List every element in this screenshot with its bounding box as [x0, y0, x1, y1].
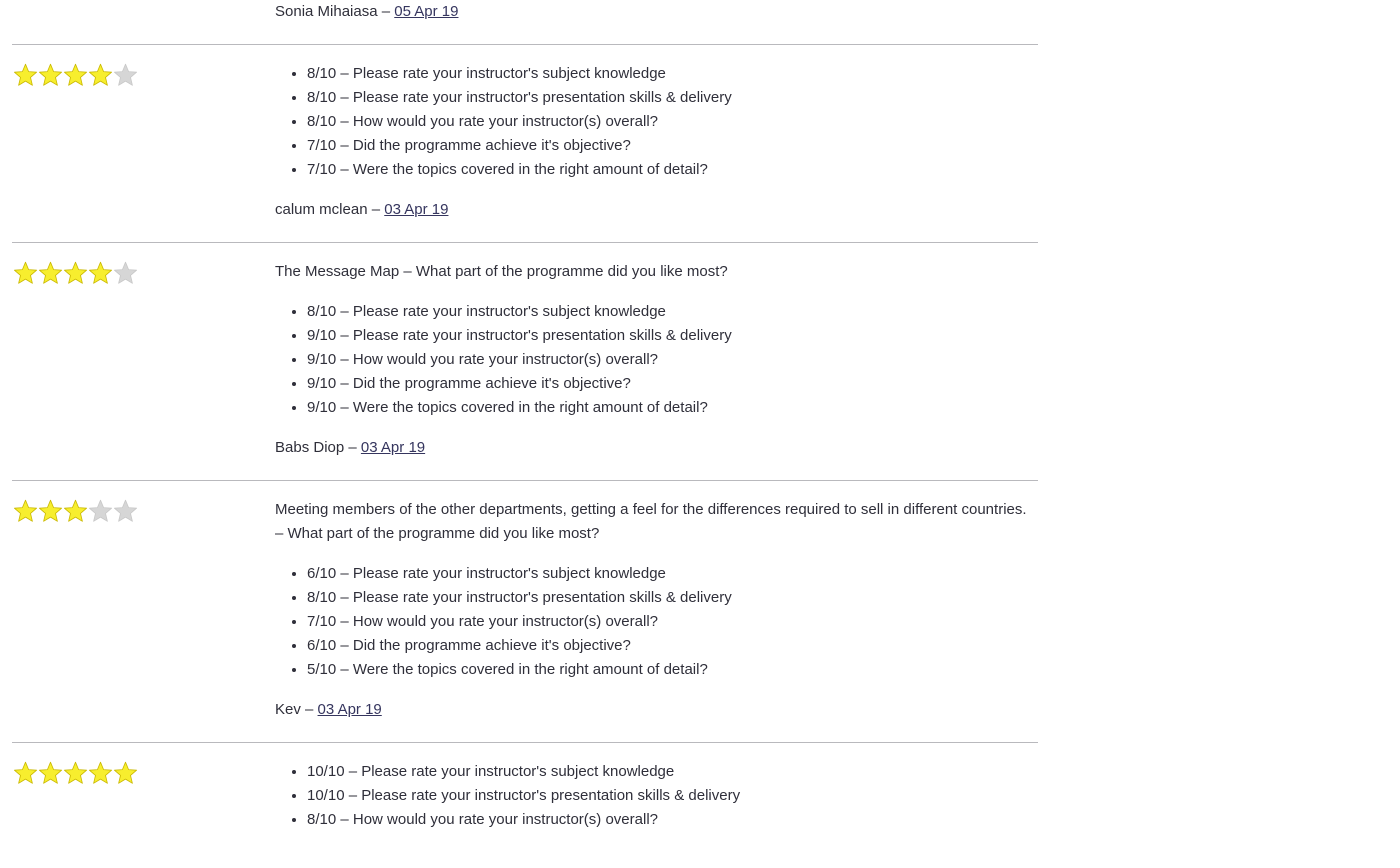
score-item: • 10/10 – Please rate your instructor's subject knowledge [307, 760, 1038, 784]
review-meta [275, 0, 1038, 24]
star-filled-icon [13, 261, 38, 285]
star-rating [13, 261, 138, 285]
review-author: Babs Diop [275, 439, 345, 456]
review-body [275, 481, 1038, 742]
review-date-link[interactable]: 03 Apr 19 [360, 439, 426, 456]
review-date-link[interactable]: 05 Apr 19 [394, 3, 459, 20]
star-filled-icon [88, 761, 113, 785]
star-rating [13, 63, 138, 87]
meta-separator: – [305, 701, 314, 718]
score-item: • 8/10 – How would you rate your instructor(s) overall? [307, 110, 1038, 134]
star-filled-icon [63, 63, 88, 87]
star-filled-icon [88, 63, 113, 87]
star-filled-icon [38, 261, 63, 285]
review-author: calum mclean [275, 201, 368, 218]
review-comment: The Message Map – What part of the programme did you like most? [275, 263, 728, 280]
star-filled-icon [13, 761, 38, 785]
score-item: • 6/10 – Did the programme achieve it's objective? [307, 634, 1038, 658]
score-list [275, 760, 1038, 832]
score-item: • 5/10 – Were the topics covered in the right amount of detail? [307, 658, 1038, 682]
review-date-link[interactable]: 03 Apr 19 [384, 201, 449, 218]
score-item: • 9/10 – Were the topics covered in the right amount of detail? [307, 396, 1038, 420]
review-date-link[interactable]: 03 Apr 19 [317, 701, 382, 718]
star-empty-icon [113, 499, 138, 523]
score-item: • 7/10 – Were the topics covered in the right amount of detail? [307, 158, 1038, 182]
score-item: • 9/10 – Please rate your instructor's presentation skills & delivery [307, 324, 1038, 348]
star-filled-icon [38, 761, 63, 785]
review-meta [275, 436, 1038, 460]
star-empty-icon [88, 499, 113, 523]
review-body [275, 243, 1038, 480]
star-filled-icon [38, 499, 63, 523]
score-list [275, 562, 1038, 682]
review-body [275, 45, 1038, 242]
review-item [12, 44, 1038, 242]
score-item: • 8/10 – Please rate your instructor's subject knowledge [307, 62, 1038, 86]
score-item: • 8/10 – Please rate your instructor's presentation skills & delivery [307, 586, 1038, 610]
review-body [275, 0, 1038, 44]
star-filled-icon [63, 761, 88, 785]
score-item: • 9/10 – How would you rate your instructor(s) overall? [307, 348, 1038, 372]
score-list [275, 62, 1038, 182]
score-item: • 9/10 – Did the programme achieve it's objective? [307, 372, 1038, 396]
review-author: Kev [275, 701, 301, 718]
star-filled-icon [38, 63, 63, 87]
score-item: • 8/10 – How would you rate your instructor(s) overall? [307, 808, 1038, 832]
review-item [12, 242, 1038, 480]
star-filled-icon [113, 761, 138, 785]
meta-separator: – [371, 201, 381, 218]
review-comment: Meeting members of the other departments, getting a feel for the differences required to sell in different countries. – What part of the programme did you like most? [275, 501, 1027, 542]
star-filled-icon [13, 63, 38, 87]
score-list [275, 300, 1038, 420]
score-item: • 7/10 – How would you rate your instructor(s) overall? [307, 610, 1038, 634]
score-item: • 8/10 – Please rate your instructor's subject knowledge [307, 300, 1038, 324]
star-rating [13, 499, 138, 523]
review-item [12, 480, 1038, 742]
star-filled-icon [88, 261, 113, 285]
score-item: • 8/10 – Please rate your instructor's presentation skills & delivery [307, 86, 1038, 110]
review-meta [275, 698, 1038, 722]
star-filled-icon [63, 261, 88, 285]
review-author: Sonia Mihaiasa [275, 3, 378, 20]
star-rating [13, 761, 138, 785]
meta-separator: – [348, 439, 357, 456]
star-filled-icon [13, 499, 38, 523]
star-filled-icon [63, 499, 88, 523]
review-item [12, 0, 1038, 44]
review-item [12, 742, 1038, 868]
score-item: • 7/10 – Did the programme achieve it's objective? [307, 134, 1038, 158]
reviews-list [12, 0, 1038, 868]
review-body [275, 743, 1038, 868]
review-meta [275, 198, 1038, 222]
meta-separator: – [381, 3, 391, 20]
star-empty-icon [113, 63, 138, 87]
star-empty-icon [113, 261, 138, 285]
score-item: • 10/10 – Please rate your instructor's presentation skills & delivery [307, 784, 1038, 808]
score-item: • 6/10 – Please rate your instructor's subject knowledge [307, 562, 1038, 586]
